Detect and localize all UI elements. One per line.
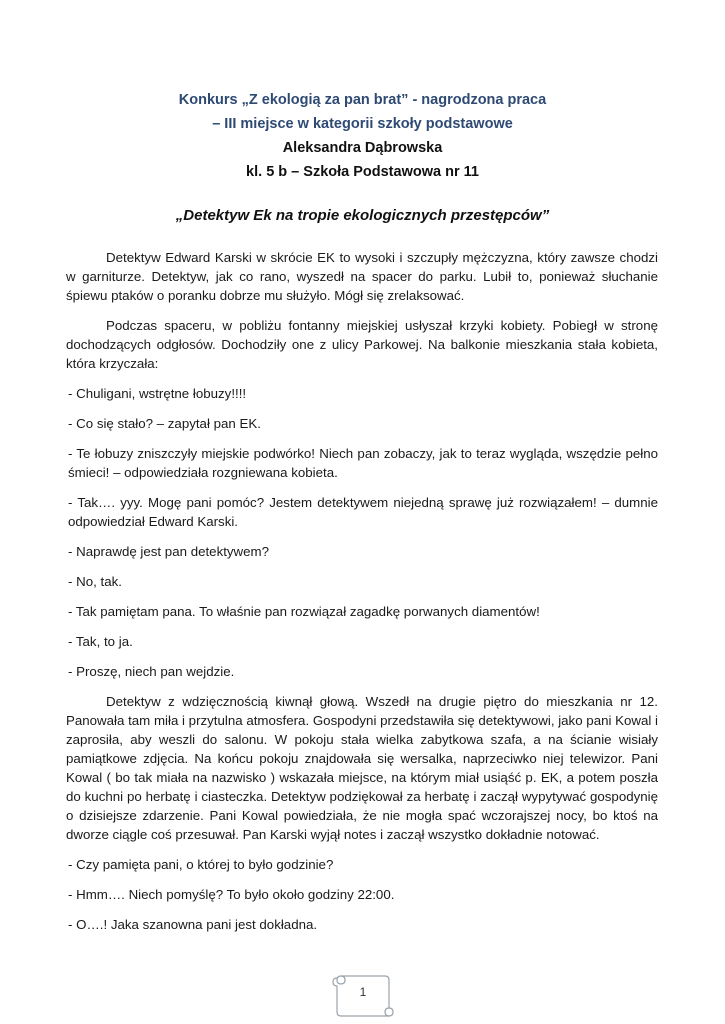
dialog-line: - Chuligani, wstrętne łobuzy!!!! <box>68 386 247 401</box>
dialog-line: - O….! Jaka szanowna pani jest dokładna. <box>68 917 318 932</box>
author-name: Aleksandra Dąbrowska <box>282 140 443 156</box>
paragraph: Podczas spaceru, w pobliżu fontanny miejskiej usłyszał krzyki kobiety. Pobiegł w stronę dochodzących odgłosów. Dochodziły one z ulicy Parkowej. Na balkonie mieszkania stała kobieta, która krzyczała: <box>66 318 658 371</box>
paragraph: Detektyw z wdzięcznością kiwnął głową. Wszedł na drugie piętro do mieszkania nr 12. Panowała tam miła i przytulna atmosfera. Gospodyni przedstawiła się detektywowi, jako pani Kowal i zaprosiła, aby weszli do salonu. W pokoju stała wielka zabytkowa szafa, a na ścianie wisiały pamiątkowe zdjęcia. Na końcu pokoju znajdowała się wersalka, naprzeciwko niej telewizor. Pani Kowal ( bo tak miała na nazwisko ) wskazała miejsce, na którym miał usiąść p. EK, a potem poszła do kuchni po herbatę i ciasteczka. Detektyw podziękował za herbatę i zaczął wypytywać gospodynię o dzisiejsze zdarzenie. Pani Kowal powiedziała, że nie mogła spać wczorajszej nocy, bo ktoś na dworze ciągle coś przesuwał. Pan Karski wyjął notes i zaczął wszystko dokładnie notować. <box>66 694 658 842</box>
story-title: „Detektyw Ek na tropie ekologicznych przestępców” <box>175 207 550 224</box>
paragraph: Detektyw Edward Karski w skrócie EK to wysoki i szczupły mężczyzna, który zawsze chodzi w garniturze. Detektyw, jak co rano, wyszedł na spacer do parku. Lubił to, ponieważ słuchanie śpiewu ptaków o poranku dobrze mu służyło. Mógł się zrelaksować. <box>66 250 658 303</box>
dialog-line: - Naprawdę jest pan detektywem? <box>68 544 270 559</box>
dialog-line: - Tak, to ja. <box>68 634 133 649</box>
page-number: 1 <box>359 985 367 999</box>
contest-title: Konkurs „Z ekologią za pan brat” - nagrodzona praca <box>178 92 547 108</box>
document-header <box>60 88 665 184</box>
dialog-line: - Tak…. yyy. Mogę pani pomóc? Jestem detektywem niejedną sprawę już rozwiązałem! – dumnie odpowiedział Edward Karski. <box>68 495 658 529</box>
dialog-line: - Czy pamięta pani, o której to było godzinie? <box>68 857 334 872</box>
dialog-line: - No, tak. <box>68 574 122 589</box>
dialog-line: - Tak pamiętam pana. To właśnie pan rozwiązał zagadkę porwanych diamentów! <box>68 604 540 619</box>
dialog-line: - Te łobuzy zniszczyły miejskie podwórko! Niech pan zobaczy, jak to teraz wygląda, wszędzie pełno śmieci! – odpowiedziała rozgniewana kobieta. <box>68 446 658 480</box>
story-body <box>66 248 658 945</box>
class-school: kl. 5 b – Szkoła Podstawowa nr 11 <box>246 164 479 180</box>
award-category: – III miejsce w kategorii szkoły podstawowe <box>212 116 513 132</box>
dialog-line: - Proszę, niech pan wejdzie. <box>68 664 235 679</box>
dialog-line: - Hmm…. Niech pomyślę? To było około godziny 22:00. <box>68 887 395 902</box>
dialog-line: - Co się stało? – zapytał pan EK. <box>68 416 261 431</box>
